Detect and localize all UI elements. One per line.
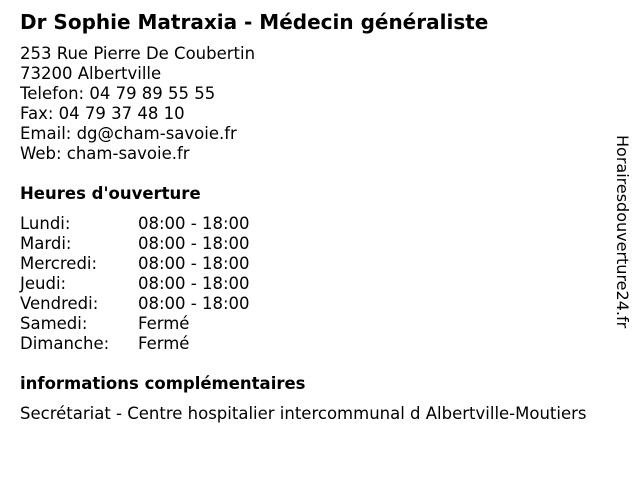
hours-row-friday [20,294,250,314]
site-watermark: Horairesdouverture24.fr [613,135,632,329]
day-label: Jeudi: [20,274,67,293]
day-hours: 08:00 - 18:00 [138,214,250,233]
fax-number: Fax: 04 79 37 48 10 [20,104,185,123]
additional-info-text: Secrétariat - Centre hospitalier intercommunal d Albertville-Moutiers [20,404,587,423]
city-postcode: 73200 Albertville [20,64,162,83]
day-label: Vendredi: [20,294,99,313]
day-label: Samedi: [20,314,88,333]
day-label: Mercredi: [20,254,98,273]
email-address: Email: dg@cham-savoie.fr [20,124,237,143]
day-hours: Fermé [138,314,190,333]
street-address: 253 Rue Pierre De Coubertin [20,44,256,63]
hours-row-sunday [20,334,250,354]
day-label: Lundi: [20,214,71,233]
day-label: Mardi: [20,234,72,253]
contact-block [20,44,255,164]
day-hours: 08:00 - 18:00 [138,294,250,313]
additional-info-heading: informations complémentaires [20,374,306,393]
phone-number: Telefon: 04 79 89 55 55 [20,84,216,103]
opening-hours-table [20,214,250,354]
day-label: Dimanche: [20,334,110,353]
day-hours: 08:00 - 18:00 [138,254,250,273]
day-hours: 08:00 - 18:00 [138,274,250,293]
hours-row-tuesday [20,234,250,254]
day-hours: Fermé [138,334,190,353]
hours-row-wednesday [20,254,250,274]
hours-row-thursday [20,274,250,294]
day-hours: 08:00 - 18:00 [138,234,250,253]
hours-row-monday [20,214,250,234]
website: Web: cham-savoie.fr [20,144,190,163]
hours-row-saturday [20,314,250,334]
page-title: Dr Sophie Matraxia - Médecin généraliste [20,10,489,34]
opening-hours-heading: Heures d'ouverture [20,184,201,203]
